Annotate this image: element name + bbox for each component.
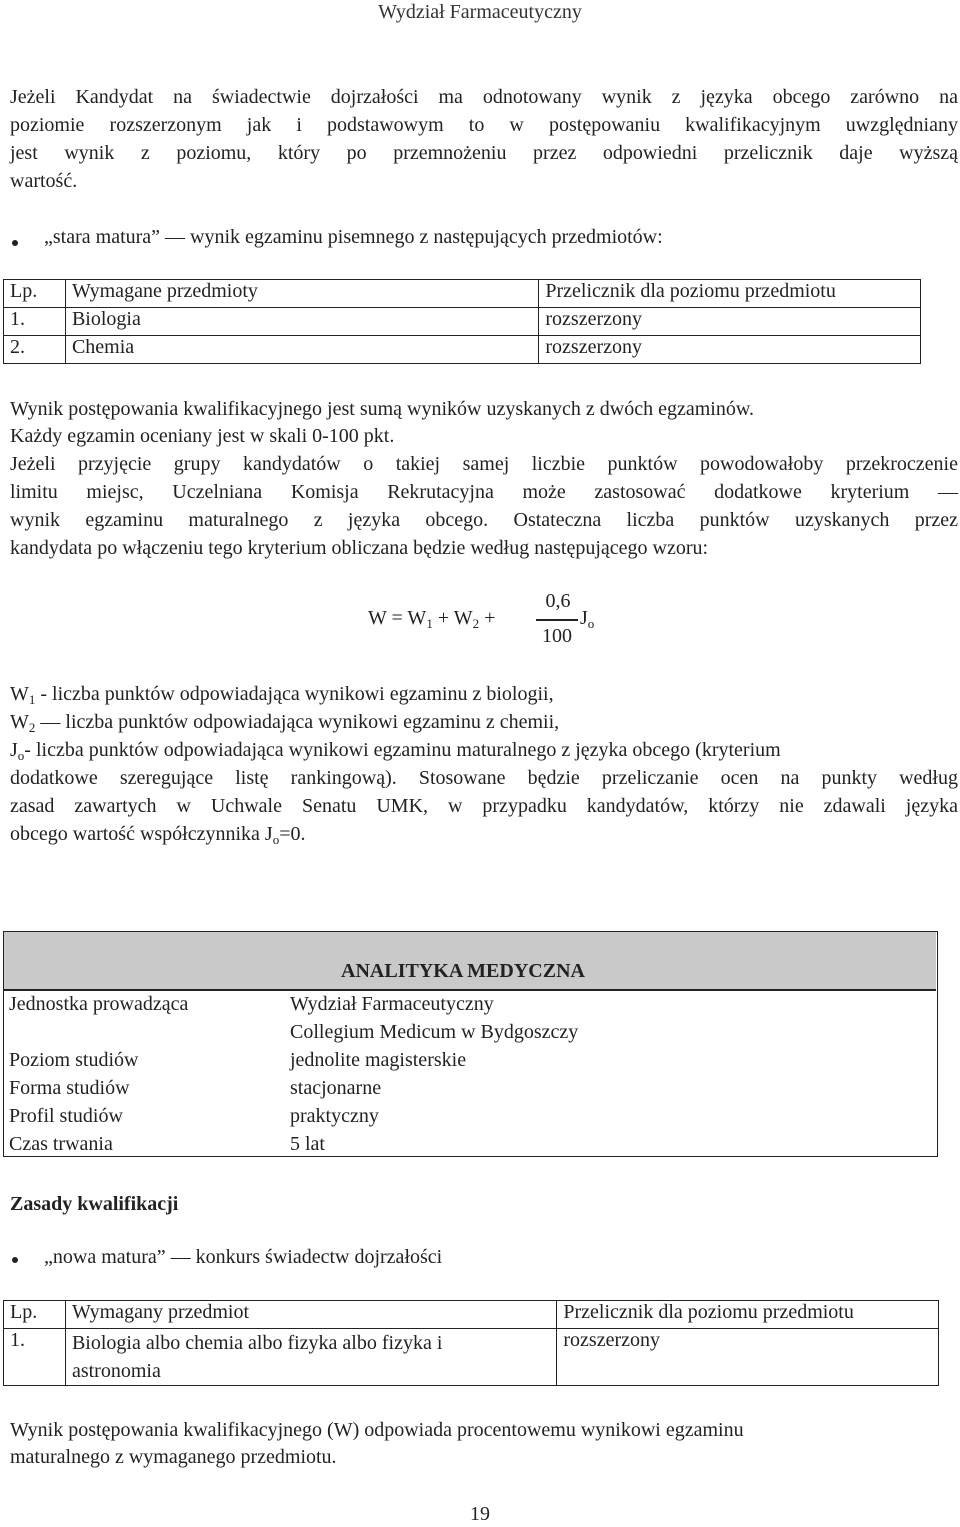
table-header-cell: Przelicznik dla poziomu przedmiotu (539, 280, 921, 308)
table-cell: 1. (4, 1329, 66, 1386)
definition-line-6 (10, 820, 958, 850)
intro-line-4: wartość. (10, 170, 78, 192)
formula-lhs (368, 607, 495, 630)
table-nowa-matura (3, 1300, 939, 1386)
def-w1-sub: 1 (28, 692, 36, 707)
def-w2-symbol: W (10, 711, 29, 733)
page-number: 19 (470, 1503, 490, 1525)
page-header: Wydział Farmaceutyczny (378, 1, 582, 23)
table-cell: rozszerzony (539, 336, 921, 364)
result-line-2: Każdy egzamin oceniany jest w skali 0-100 pkt. (10, 425, 395, 447)
formula-sub2: 2 (472, 616, 480, 631)
table-row (4, 1329, 939, 1386)
program-value-form: stacjonarne (290, 1077, 382, 1099)
table-cell: Biologia (65, 308, 538, 336)
def-w2-sub: 2 (28, 720, 36, 735)
program-box (3, 931, 938, 1157)
result-line-1: Wynik postępowania kwalifikacyjnego jest sumą wyników uzyskanych z dwóch egzaminów. (10, 398, 754, 420)
table-header-cell: Lp. (4, 280, 66, 308)
nowa-matura-text: konkurs świadectw dojrzałości (195, 1246, 443, 1268)
final-line-1: Wynik postępowania kwalifikacyjnego (W) odpowiada procentowemu wynikowi egzaminu (10, 1419, 744, 1441)
def-last-post: =0. (279, 823, 306, 845)
tie-line-2: limitu miejsc, Uczelniana Komisja Rekrutacyjna może zastosować dodatkowe kryterium — (10, 481, 958, 503)
nowa-matura-dash: — (170, 1246, 191, 1268)
intro-line-2: poziomie rozszerzonym jak i podstawowym to w postępowaniu kwalifikacyjnym uwzględniany (10, 114, 958, 136)
table-cell: Chemia (65, 336, 538, 364)
formula-numerator: 0,6 (545, 590, 571, 612)
stara-matura-quoted: „stara matura” (44, 226, 161, 248)
table-cell: 1. (4, 308, 66, 336)
bullet-icon (12, 240, 18, 246)
zasady-heading: Zasady kwalifikacji (10, 1193, 179, 1215)
formula-plus-w2: + W (432, 607, 473, 629)
program-value-duration: 5 lat (290, 1133, 325, 1155)
table-cell: Biologia albo chemia albo fizyka albo fizyka i astronomia (65, 1329, 556, 1386)
program-value-profile: praktyczny (290, 1105, 379, 1127)
program-label-profile: Profil studiów (9, 1105, 123, 1127)
final-line-2: maturalnego z wymaganego przedmiotu. (10, 1446, 337, 1468)
def-jo-sub: o (17, 748, 25, 763)
def-last-sub: o (272, 832, 280, 847)
table-cell: 2. (4, 336, 66, 364)
table-header-cell: Przelicznik dla poziomu przedmiotu (557, 1301, 939, 1329)
def-jo-text: - liczba punktów odpowiadająca wynikowi egzaminu maturalnego z języka obcego (kryterium (24, 739, 781, 761)
stara-matura-text: wynik egzaminu pisemnego z następujących przedmiotów: (190, 226, 663, 248)
intro-line-3: jest wynik z poziomu, który po przemnożeniu przez odpowiedni przelicznik daje wyższą (10, 142, 958, 164)
formula-j-symbol: J (580, 607, 588, 629)
table-row (4, 308, 921, 336)
def-last-pre: obcego wartość współczynnika J (10, 823, 273, 845)
stara-matura-line (44, 223, 944, 251)
program-title-divider (4, 989, 936, 991)
formula-denominator: 100 (542, 625, 572, 647)
formula-w: W = W (368, 607, 427, 629)
table-header-cell: Wymagany przedmiot (65, 1301, 556, 1329)
formula-plus: + (479, 607, 496, 629)
def-w1-text: - liczba punktów odpowiadająca wynikowi egzaminu z biologii, (35, 683, 554, 705)
program-label-unit: Jednostka prowadząca (9, 993, 189, 1015)
formula-j (580, 607, 594, 630)
table-header-row (4, 280, 921, 308)
formula-j-sub: o (587, 616, 595, 631)
formula-sub1: 1 (426, 616, 433, 631)
definition-w2 (10, 708, 958, 738)
table-cell: rozszerzony (539, 308, 921, 336)
stara-matura-dash: — (165, 226, 186, 248)
program-value-level: jednolite magisterskie (290, 1049, 467, 1071)
table-row (4, 336, 921, 364)
table-header-row (4, 1301, 939, 1329)
program-title: ANALITYKA MEDYCZNA (341, 960, 585, 982)
bullet-icon (12, 1257, 18, 1263)
program-label-form: Forma studiów (9, 1077, 130, 1099)
nowa-matura-quoted: „nowa matura” (44, 1246, 166, 1268)
intro-line-1: Jeżeli Kandydat na świadectwie dojrzałości ma odnotowany wynik z języka obcego zarówno na (10, 86, 958, 108)
nowa-matura-line (44, 1243, 944, 1271)
table-cell: rozszerzony (557, 1329, 939, 1386)
definition-line-4: dodatkowe szeregujące listę rankingową). Stosowane będzie przeliczanie ocen na punkty według (10, 767, 958, 789)
table-header-cell: Lp. (4, 1301, 66, 1329)
def-jo-symbol: J (10, 739, 18, 761)
program-value-unit-2: Collegium Medicum w Bydgoszczy (290, 1021, 579, 1043)
def-w2-text: — liczba punktów odpowiadająca wynikowi egzaminu z chemii, (35, 711, 560, 733)
definition-jo (10, 736, 958, 766)
tie-line-1: Jeżeli przyjęcie grupy kandydatów o takiej samej liczbie punktów powodowałoby przekroczenie (10, 453, 958, 475)
def-w1-symbol: W (10, 683, 29, 705)
program-label-level: Poziom studiów (9, 1049, 139, 1071)
definition-w1 (10, 680, 958, 710)
table-header-cell: Wymagane przedmioty (65, 280, 538, 308)
program-label-duration: Czas trwania (9, 1133, 113, 1155)
definition-line-5: zasad zawartych w Uchwale Senatu UMK, w przypadku kandydatów, którzy nie zdawali języka (10, 795, 958, 817)
table-stara-matura (3, 279, 921, 364)
program-value-unit: Wydział Farmaceutyczny (290, 993, 494, 1015)
fraction-line (536, 619, 578, 621)
tie-line-3: wynik egzaminu maturalnego z języka obcego. Ostateczna liczba punktów uzyskanych przez (10, 509, 958, 531)
tie-line-4: kandydata po włączeniu tego kryterium obliczana będzie według następującego wzoru: (10, 537, 709, 559)
